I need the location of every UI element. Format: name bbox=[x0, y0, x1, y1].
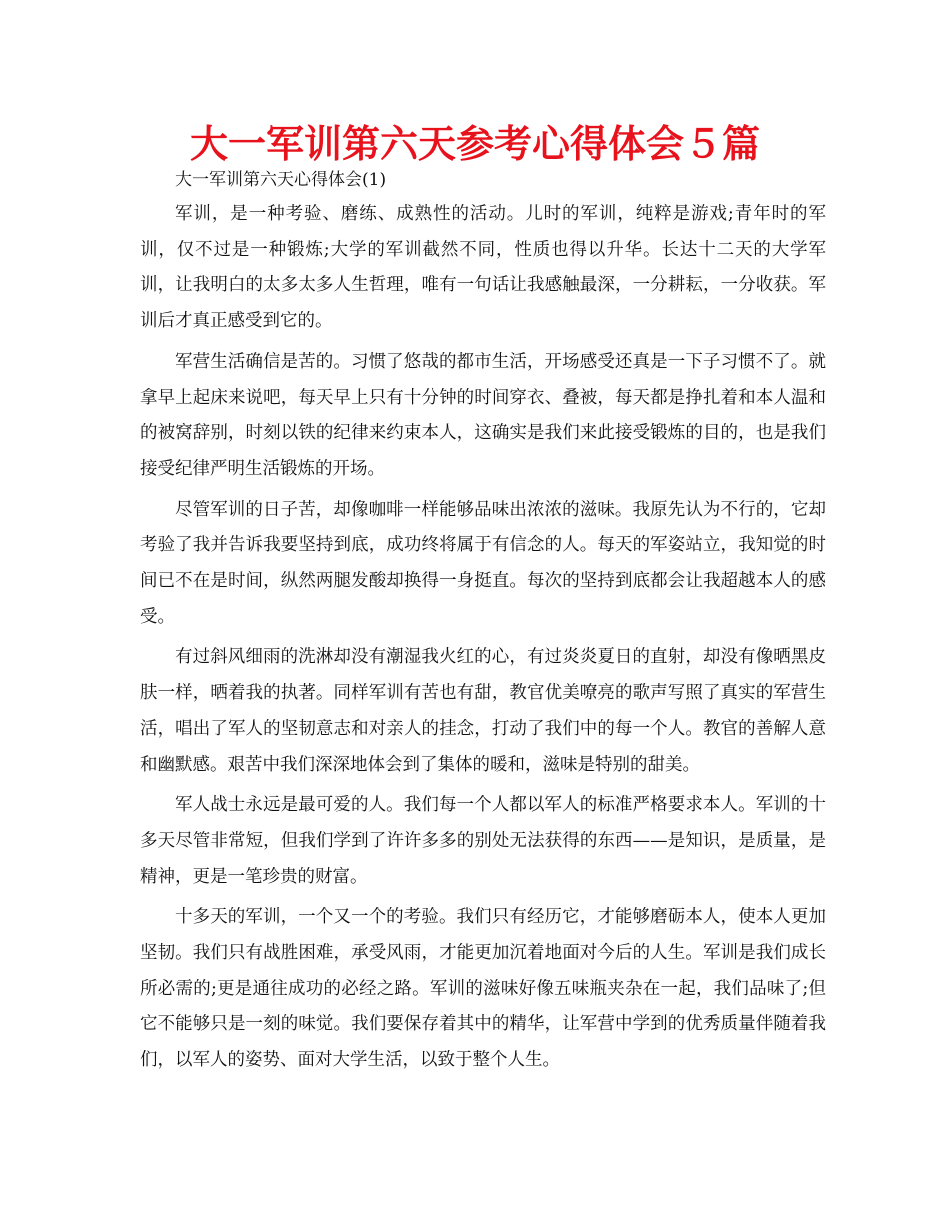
document-body bbox=[140, 197, 826, 1084]
paragraph-3: 尽管军训的日子苦，却像咖啡一样能够品味出浓浓的滋味。我原先认为不行的，它却考验了我并告诉我要坚持到底，成功终将属于有信念的人。每天的军姿站立，我知觉的时间已不在是时间，纵然两腿发酸却换得一身挺直。每次的坚持到底都会让我超越本人的感受。 bbox=[140, 499, 826, 627]
section-heading: 大一军训第六天心得体会(1) bbox=[175, 170, 387, 190]
document-title: 大一军训第六天参考心得体会５篇 bbox=[189, 122, 760, 166]
paragraph-5: 军人战士永远是最可爱的人。我们每一个人都以军人的标准严格要求本人。军训的十多天尽管非常短，但我们学到了许许多多的别处无法获得的东西——是知识，是质量，是精神，更是一笔珍贵的财富。 bbox=[140, 795, 826, 887]
paragraph-1: 军训，是一种考验、磨练、成熟性的活动。儿时的军训，纯粹是游戏;青年时的军训，仅不过是一种锻炼;大学的军训截然不同，性质也得以升华。长达十二天的大学军训，让我明白的太多太多人生哲理，唯有一句话让我感触最深，一分耕耘，一分收获。军训后才真正感受到它的。 bbox=[140, 204, 826, 332]
paragraph-4: 有过斜风细雨的洗淋却没有潮湿我火红的心，有过炎炎夏日的直射，却没有像晒黑皮肤一样，晒着我的执著。同样军训有苦也有甜，教官优美嘹亮的歌声写照了真实的军营生活，唱出了军人的坚韧意志和对亲人的挂念，打动了我们中的每一个人。教官的善解人意和幽默感。艰苦中我们深深地体会到了集体的暖和，滋味是特别的甜美。 bbox=[140, 647, 826, 775]
paragraph-2: 军营生活确信是苦的。习惯了悠哉的都市生活，开场感受还真是一下子习惯不了。就拿早上起床来说吧，每天早上只有十分钟的时间穿衣、叠被，每天都是挣扎着和本人温和的被窝辞别，时刻以铁的纪律来约束本人，这确实是我们来此接受锻炼的目的，也是我们接受纪律严明生活锻炼的开场。 bbox=[140, 351, 826, 479]
paragraph-6: 十多天的军训，一个又一个的考验。我们只有经历它，才能够磨砺本人，使本人更加坚韧。我们只有战胜困难，承受风雨，才能更加沉着地面对今后的人生。军训是我们成长所必需的;更是通往成功的必经之路。军训的滋味好像五味瓶夹杂在一起，我们品味了;但它不能够只是一刻的味觉。我们要保存着其中的精华，让军营中学到的优秀质量伴随着我们，以军人的姿势、面对大学生活，以致于整个人生。 bbox=[140, 907, 826, 1071]
